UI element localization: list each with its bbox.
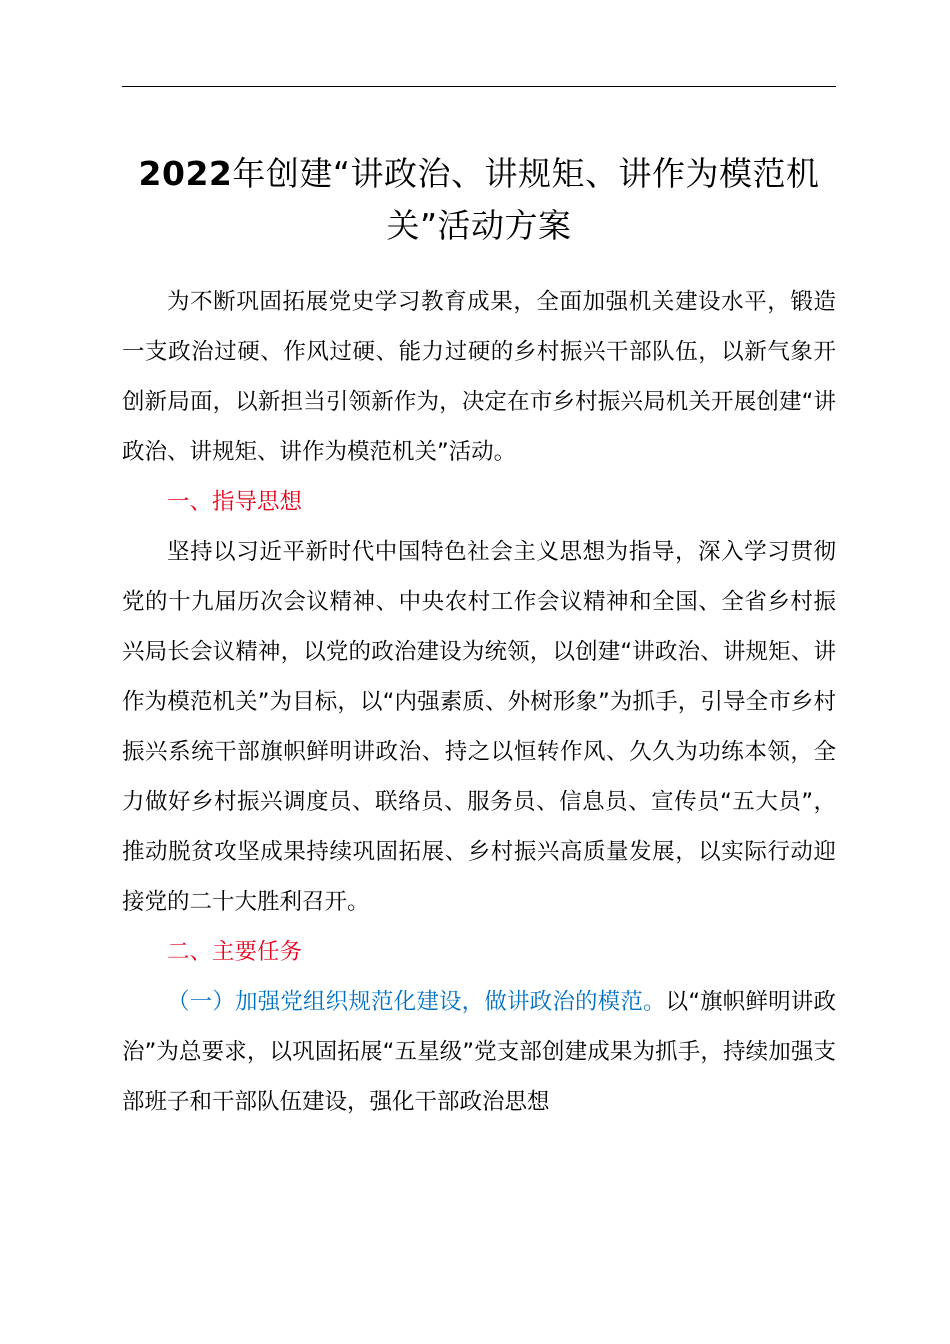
section-heading-guiding-ideology: 一、指导思想 [167,489,303,515]
section-paragraph-guiding-ideology: 坚持以习近平新时代中国特色社会主义思想为指导，深入学习贯彻党的十九届历次会议精神、中央农村工作会议精神和全国、全省乡村振兴局长会议精神，以党的政治建设为统领，以创建“讲政治、讲规矩、讲作为模范机关”为目标，以“内强素质、外树形象”为抓手，引导全市乡村振兴系统干部旗帜鲜明讲政治、持之以恒转作风、久久为功练本领，全力做好乡村振兴调度员、联络员、服务员、信息员、宣传员“五大员”，推动脱贫攻坚成果持续巩固拓展、乡村振兴高质量发展，以实际行动迎接党的二十大胜利召开。 [122,539,836,915]
document-body [122,277,836,1127]
document-title [122,148,836,252]
subsection-text-party-building: 以“旗帜鲜明讲政治”为总要求，以巩固拓展“五星级”党支部创建成果为抓手，持续加强支部班子和干部队伍建设，强化干部政治思想 [122,989,836,1115]
intro-paragraph: 为不断巩固拓展党史学习教育成果，全面加强机关建设水平，锻造一支政治过硬、作风过硬、能力过硬的乡村振兴干部队伍，以新气象开创新局面，以新担当引领新作为，决定在市乡村振兴局机关开展创建“讲政治、讲规矩、讲作为模范机关”活动。 [122,289,836,465]
title-text: 年创建“讲政治、讲规矩、讲作为模范机关”活动方案 [232,154,820,245]
header-rule [122,86,836,87]
subsection-heading-party-building: （一）加强党组织规范化建设，做讲政治的模范。 [167,989,666,1015]
title-year: 2022 [138,154,233,193]
section-heading-main-tasks: 二、主要任务 [167,939,303,965]
subsection-paragraph-party-building [122,977,836,1127]
